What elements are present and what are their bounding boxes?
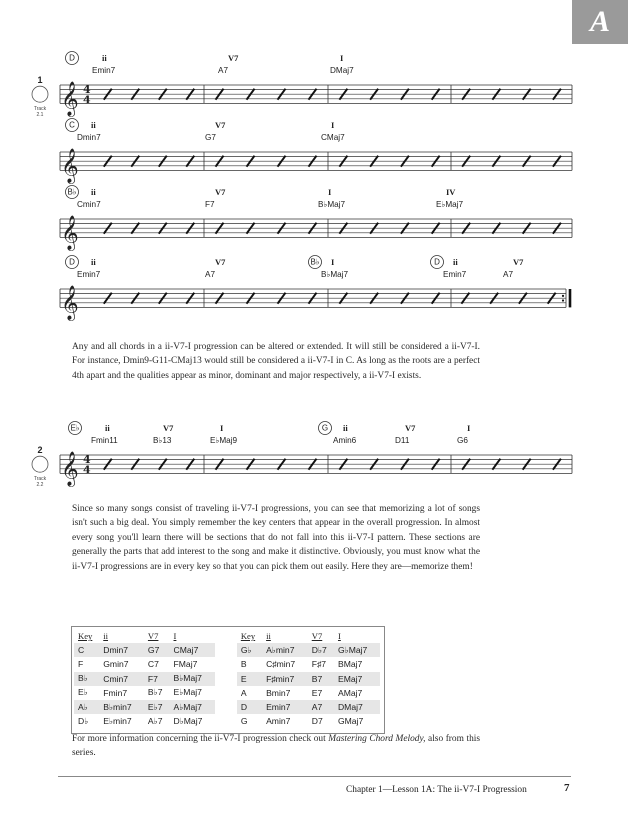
key-label: E♭: [70, 423, 80, 433]
table-row: [74, 686, 380, 700]
roman-numeral: V7: [405, 423, 416, 433]
table-cell: Dmin7: [99, 643, 144, 657]
column-gap: [215, 629, 237, 643]
table-cell: D♭7: [308, 643, 334, 657]
key-label: D: [69, 257, 75, 267]
roman-numeral: I: [331, 120, 335, 130]
table-row: [74, 672, 380, 686]
chord-symbol: Dmin7: [77, 133, 101, 142]
table-cell: C7: [147, 659, 159, 670]
table-cell: D: [237, 700, 262, 714]
ii-v7-i-key-table: [74, 629, 380, 728]
chord-symbol: E♭Maj7: [436, 200, 464, 209]
table-cell: EMaj7: [334, 672, 380, 686]
column-header: I: [173, 631, 177, 642]
roman-numeral: ii: [91, 187, 96, 197]
roman-numeral: IV: [446, 187, 456, 197]
chord-symbol: G6: [457, 436, 468, 445]
table-cell: D♭Maj7: [173, 715, 203, 726]
chord-symbol: Emin7: [443, 270, 467, 279]
chord-symbol: DMaj7: [330, 66, 354, 75]
table-cell: B♭: [74, 672, 99, 686]
cd-track-label: Track: [33, 106, 47, 113]
key-label: G: [321, 423, 329, 433]
treble-clef-icon: 𝄞: [61, 451, 79, 487]
roman-numeral: ii: [91, 120, 96, 130]
table-cell: F♯min7: [262, 672, 308, 686]
table-cell: A: [240, 687, 247, 698]
table-cell: E♭Maj7: [173, 687, 202, 698]
roman-numeral: ii: [453, 257, 458, 267]
key-label: B♭: [67, 187, 77, 197]
roman-numeral: V7: [163, 423, 174, 433]
cd-track-icon: [32, 86, 48, 102]
chord-symbol: B♭Maj7: [321, 270, 349, 279]
chord-symbol: Amin6: [333, 436, 357, 445]
treble-clef-icon: 𝄞: [61, 148, 79, 184]
table-row: [74, 643, 380, 657]
roman-numeral: V7: [215, 120, 226, 130]
table-cell: D♭: [78, 715, 89, 726]
more-info-text: For more information concerning the ii-V7-I progression check out: [72, 734, 326, 744]
key-label: D: [69, 53, 75, 63]
paragraph-altered-chords: Any and all chords in a ii-V7-I progression can be altered or extended. It will still be considered a ii-V7-I. For instance, Dmin9-G11-CMaj13 would still be considered a ii-V7-I in C. As long as the roots are a perfect 4th apart and the qualities appear as minor, dominant and major respectively, a ii-V7-I exists.: [72, 342, 480, 381]
chapter-tab: A: [572, 0, 628, 44]
column-gap: [215, 686, 237, 700]
chord-symbol: A7: [503, 270, 514, 279]
roman-numeral: I: [331, 257, 335, 267]
chord-symbol: A7: [205, 270, 216, 279]
column-header: Key: [78, 631, 93, 642]
table-row: [74, 657, 380, 671]
table-cell: Bmin7: [266, 687, 291, 698]
table-cell: Gmin7: [103, 659, 129, 670]
chord-symbol: Emin7: [92, 66, 116, 75]
table-cell: A♭: [74, 700, 99, 714]
table-cell: B7: [308, 672, 334, 686]
roman-numeral: V7: [228, 53, 239, 63]
table-cell: Amin7: [266, 716, 291, 727]
column-gap: [215, 672, 237, 686]
table-row: [74, 714, 380, 728]
table-header-row: [74, 629, 380, 643]
chord-symbol: Fmin11: [91, 436, 118, 445]
table-cell: F7: [144, 672, 170, 686]
table-cell: CMaj7: [170, 643, 215, 657]
column-gap: [215, 643, 237, 657]
roman-numeral: V7: [215, 187, 226, 197]
table-cell: GMaj7: [337, 716, 364, 727]
chord-symbol: E♭Maj9: [210, 436, 238, 445]
column-gap: [215, 700, 237, 714]
treble-clef-icon: 𝄞: [61, 81, 79, 117]
roman-numeral: ii: [343, 423, 348, 433]
key-label: C: [69, 120, 75, 130]
treble-clef-icon: 𝄞: [61, 285, 79, 321]
table-cell: G: [240, 716, 248, 727]
cd-track-number: 2: [37, 445, 43, 456]
table-cell: Fmin7: [103, 687, 128, 698]
key-label: D: [434, 257, 440, 267]
table-cell: F♯7: [311, 659, 327, 670]
table-cell: G7: [144, 643, 170, 657]
table-cell: G♭: [237, 643, 262, 657]
chord-symbol: B♭Maj7: [318, 200, 346, 209]
column-header: I: [337, 631, 341, 642]
cd-track-icon: [32, 456, 48, 472]
chord-symbol: F7: [205, 200, 215, 209]
table-cell: G♭Maj7: [334, 643, 380, 657]
repeat-dot: [562, 299, 564, 301]
table-cell: A♭Maj7: [170, 700, 215, 714]
table-cell: E7: [311, 687, 323, 698]
page-number: 7: [564, 782, 570, 794]
table-cell: Cmin7: [99, 672, 144, 686]
roman-numeral: I: [340, 53, 344, 63]
table-cell: BMaj7: [337, 659, 363, 670]
chord-symbol: D11: [395, 436, 410, 445]
roman-numeral: I: [328, 187, 332, 197]
time-signature-bottom: 4: [83, 93, 91, 107]
chord-symbol: Cmin7: [77, 200, 101, 209]
table-cell: B♭min7: [99, 700, 144, 714]
table-cell: F: [78, 659, 84, 670]
table-cell: Emin7: [262, 700, 308, 714]
column-header: Key: [240, 631, 256, 642]
cd-track-index: 2.1: [36, 112, 44, 119]
column-gap: [215, 714, 237, 728]
chord-symbol: CMaj7: [321, 133, 345, 142]
table-cell: DMaj7: [334, 700, 380, 714]
table-cell: B: [240, 659, 247, 670]
repeat-dot: [562, 295, 564, 297]
table-cell: C: [74, 643, 99, 657]
table-cell: D7: [311, 716, 323, 727]
footer-chapter-title: Chapter 1—Lesson 1A: The ii-V7-I Progression: [346, 785, 527, 795]
chord-symbol: A7: [218, 66, 229, 75]
time-signature-bottom: 4: [83, 463, 91, 477]
roman-numeral: ii: [91, 257, 96, 267]
cd-track-number: 1: [37, 75, 43, 86]
paragraph-memorizing-songs: Since so many songs consist of traveling ii-V7-I progressions, you can see that memorizing a lot of songs isn't such a big deal. You simply remember the key centers that appear in the overall progression. In almost every song you'll learn there will be sections that do not fall into this ii-V7-I pattern. These sections are generally the parts that add interest to the song and make it distinctive. Obviously, you must know what the ii-V7-I progressions are in every key so that you can pick them out easily. Here they are—memorize them!: [72, 504, 480, 572]
more-info-tail: also from this series.: [72, 734, 481, 759]
roman-numeral: I: [220, 423, 224, 433]
footer-rule: [58, 776, 571, 777]
table-cell: C♯min7: [266, 659, 296, 670]
roman-numeral: ii: [105, 423, 110, 433]
column-header: ii: [266, 631, 271, 642]
table-cell: B♭7: [147, 687, 163, 698]
roman-numeral: V7: [215, 257, 226, 267]
book-title: Mastering Chord Melody,: [328, 734, 426, 744]
cd-track-label: Track: [33, 476, 47, 483]
chord-symbol: G7: [205, 133, 216, 142]
table-cell: AMaj7: [337, 687, 363, 698]
column-header: V7: [147, 631, 159, 642]
roman-numeral: ii: [102, 53, 107, 63]
paragraph-more-info: [72, 732, 480, 761]
table-row: [74, 700, 380, 714]
roman-numeral: V7: [513, 257, 524, 267]
key-label: B♭: [310, 257, 320, 267]
table-cell: A♭7: [147, 715, 163, 726]
table-cell: E: [237, 672, 262, 686]
table-cell: B♭Maj7: [170, 672, 215, 686]
table-cell: FMaj7: [173, 659, 198, 670]
time-signature-top: 4: [83, 83, 91, 97]
table-cell: A7: [308, 700, 334, 714]
time-signature-top: 4: [83, 453, 91, 467]
table-cell: E♭min7: [103, 715, 132, 726]
treble-clef-icon: 𝄞: [61, 215, 79, 251]
column-header: ii: [103, 631, 109, 642]
roman-numeral: I: [467, 423, 471, 433]
table-cell: A♭min7: [262, 643, 308, 657]
chord-symbol: B♭13: [153, 436, 172, 445]
column-header: V7: [311, 631, 323, 642]
chord-symbol: Emin7: [77, 270, 101, 279]
table-cell: E♭: [78, 687, 88, 698]
column-gap: [215, 657, 237, 671]
cd-track-index: 2.2: [36, 482, 44, 489]
table-cell: E♭7: [144, 700, 170, 714]
